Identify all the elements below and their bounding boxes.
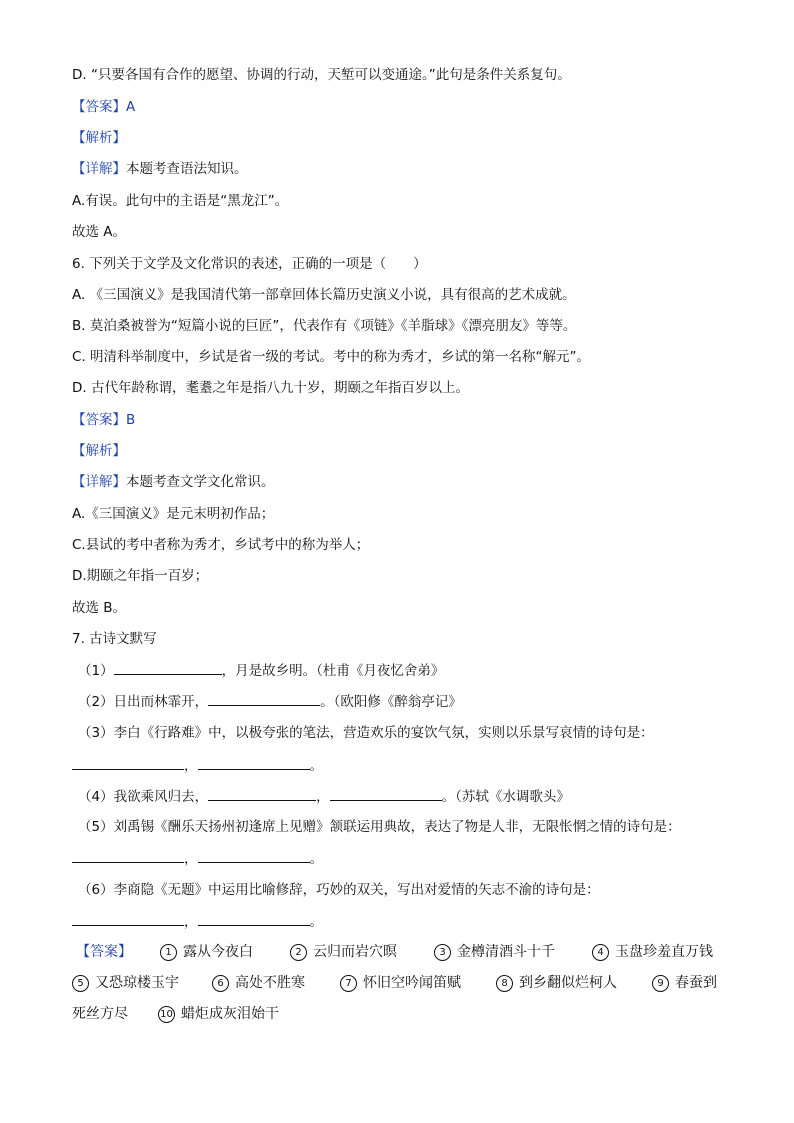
detail-text: 【详解】本题考查文学文化常识。 xyxy=(72,474,275,490)
number-badge: 1 xyxy=(160,944,177,961)
analysis-label xyxy=(72,128,126,148)
answer-blank[interactable] xyxy=(72,755,184,770)
answer-blank[interactable] xyxy=(198,911,310,926)
q7-item-6-blanks: ， 。 xyxy=(72,911,323,932)
detail-a: A.有误。此句中的主语是“黑龙江”。 xyxy=(72,193,289,209)
number-badge: 8 xyxy=(496,975,513,992)
number-badge: 9 xyxy=(652,975,669,992)
answer-item: 10 蜡炬成灰泪始干 xyxy=(158,1004,279,1024)
answer-blank[interactable] xyxy=(72,911,184,926)
q7-item-3: （3）李白《行路难》中，以极夸张的笔法，营造欢乐的宴饮气氛，实则以乐景写哀情的诗句是： xyxy=(78,725,654,741)
q7-stem: 7. 古诗文默写 xyxy=(72,631,157,647)
number-badge: 5 xyxy=(72,975,89,992)
answer-blank[interactable] xyxy=(330,786,442,801)
section-tag: 【答案】 xyxy=(72,99,126,115)
answer-label: 【答案】A xyxy=(72,99,136,115)
q6-stem: 6. 下列关于文学及文化常识的表述，正确的一项是（ ） xyxy=(72,256,427,272)
choose-text: 故选 A。 xyxy=(72,224,127,240)
q7-item-6: （6）李商隐《无题》中运用比喻修辞，巧妙的双关，写出对爱情的矢志不渝的诗句是： xyxy=(78,882,600,898)
answer-item: 7 怀旧空吟闻笛赋 xyxy=(340,973,461,993)
answer-item: 2 云归而岩穴暝 xyxy=(290,942,397,962)
answer-item: 4 玉盘珍羞直万钱 xyxy=(592,942,713,962)
detail-d: D.期颐之年指一百岁； xyxy=(72,568,209,584)
number-badge: 4 xyxy=(592,944,609,961)
answer-item: 5 又恐琼楼玉宇 xyxy=(72,973,179,993)
answer-label: 【答案】B xyxy=(72,412,136,428)
answer-blank[interactable] xyxy=(208,691,320,706)
q7-item-5: （5）刘禹锡《酬乐天扬州初逢席上见赠》颔联运用典故，表达了物是人非，无限怅惘之情的诗句是： xyxy=(78,819,681,835)
number-badge: 2 xyxy=(290,944,307,961)
q7-item-1: （1） ，月是故乡明。（杜甫《月夜忆舍弟》 xyxy=(78,660,444,681)
q6-option-b: B. 莫泊桑被誉为“短篇小说的巨匠”，代表作有《项链》《羊脂球》《漂亮朋友》等等。 xyxy=(72,318,577,334)
analysis-label xyxy=(72,441,126,461)
choose-text: 故选 B。 xyxy=(72,600,127,616)
answer-blank[interactable] xyxy=(198,755,310,770)
q5-option-d: D. “只要各国有合作的愿望、协调的行动，天堑可以变通途。”此句是条件关系复句。 xyxy=(72,67,571,83)
section-tag: 【答案】 xyxy=(72,412,126,428)
q7-item-4: （4）我欲乘风归去， ， 。（苏轼《水调歌头》 xyxy=(78,786,570,807)
q6-option-d: D. 古代年龄称谓，耄耋之年是指八九十岁，期颐之年指百岁以上。 xyxy=(72,380,469,396)
number-badge: 10 xyxy=(158,1006,175,1023)
answer-item: 6 高处不胜寒 xyxy=(212,973,305,993)
answer-wrap-text: 死丝方尽 xyxy=(72,1006,128,1022)
q6-option-a: A. 《三国演义》是我国清代第一部章回体长篇历史演义小说，具有很高的艺术成就。 xyxy=(72,287,576,303)
q7-answer-row-3 xyxy=(72,1004,732,1024)
number-badge: 7 xyxy=(340,975,357,992)
detail-c: C.县试的考中者称为秀才，乡试考中的称为举人； xyxy=(72,537,370,553)
section-tag: 【详解】 xyxy=(72,474,126,490)
answer-item: 1 露从今夜白 xyxy=(160,942,253,962)
q7-item-3-blanks: ， 。 xyxy=(72,755,323,776)
number-badge: 6 xyxy=(212,975,229,992)
section-tag: 【解析】 xyxy=(72,130,126,146)
answer-blank[interactable] xyxy=(114,660,222,675)
number-badge: 3 xyxy=(434,944,451,961)
answer-blank[interactable] xyxy=(72,848,184,863)
section-tag: 【解析】 xyxy=(72,443,126,459)
answer-item: 8 到乡翻似烂柯人 xyxy=(496,973,617,993)
detail-a: A.《三国演义》是元末明初作品； xyxy=(72,506,275,522)
answer-item: 3 金樽清酒斗十千 xyxy=(434,942,555,962)
q7-item-2: （2）日出而林霏开， 。（欧阳修《醉翁亭记》 xyxy=(78,691,462,712)
answer-item: 9 春蚕到 xyxy=(652,973,717,993)
q6-option-c: C. 明清科举制度中，乡试是省一级的考试。考中的称为秀才，乡试的第一名称“解元”。 xyxy=(72,349,590,365)
q7-item-5-blanks: ， 。 xyxy=(72,848,323,869)
answer-blank[interactable] xyxy=(208,786,316,801)
q7-answer-row-2 xyxy=(72,973,732,993)
section-tag: 【详解】 xyxy=(72,161,126,177)
answer-label: 【答案】 xyxy=(76,944,132,960)
detail-text: 【详解】本题考查语法知识。 xyxy=(72,161,248,177)
q7-answer-row-1 xyxy=(72,942,732,962)
answer-blank[interactable] xyxy=(198,848,310,863)
